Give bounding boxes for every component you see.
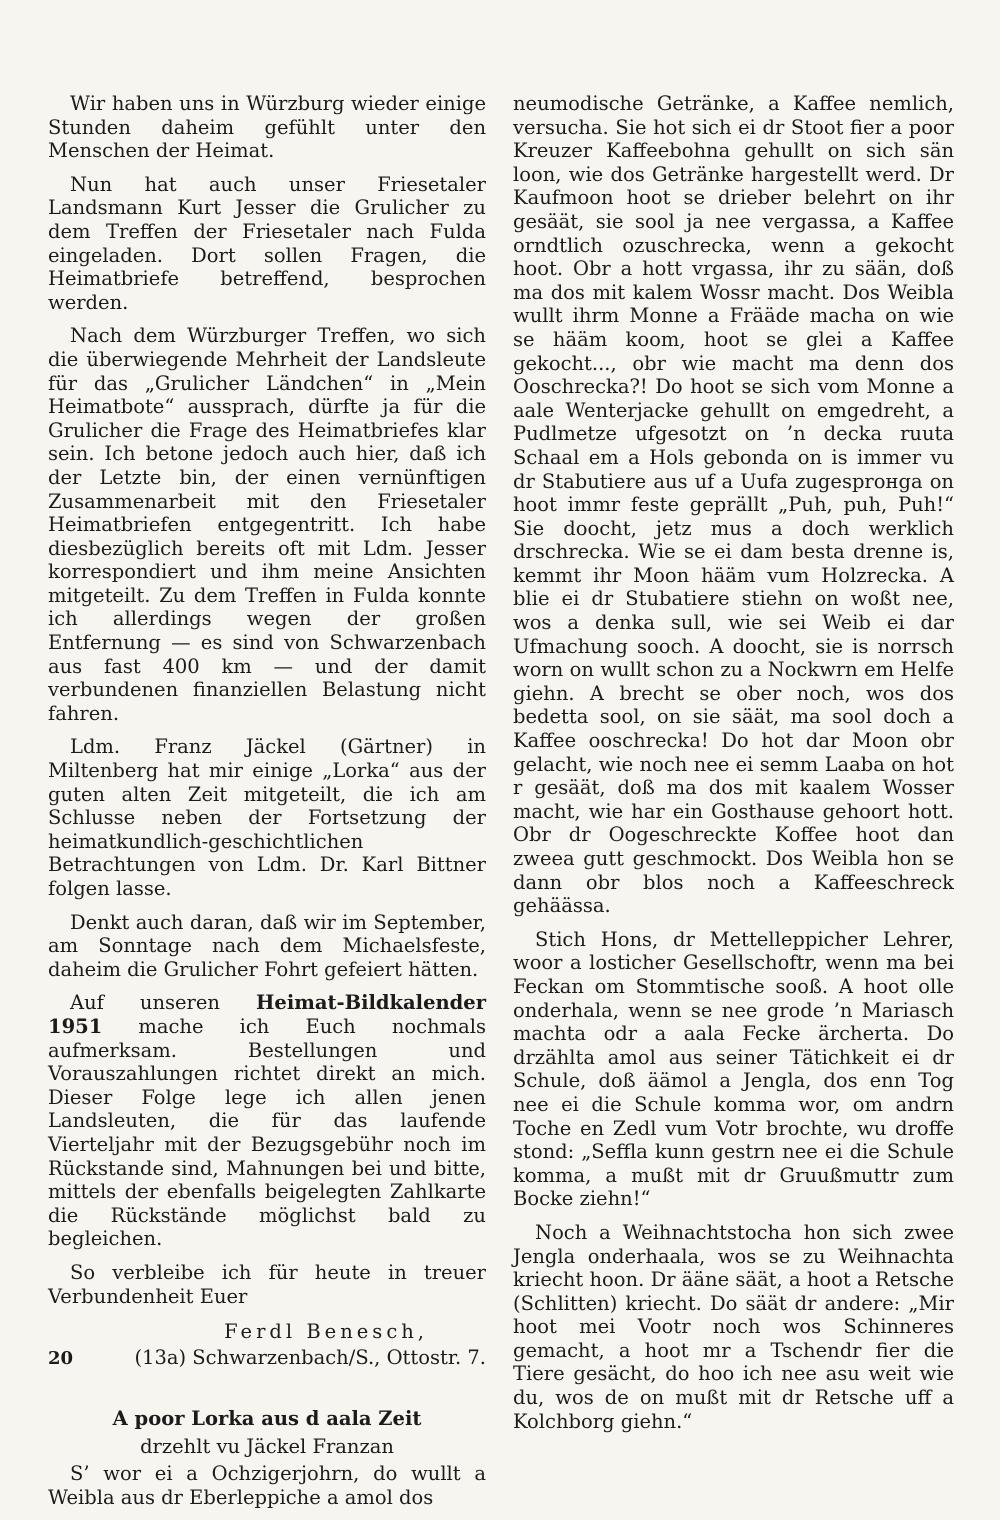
article-paragraph: S’ wor ei a Ochzigerjohrn, do wullt a Weibla aus dr Eberleppiche a amol dos xyxy=(48,1462,486,1510)
text: Auf unseren xyxy=(70,991,256,1015)
article-title: A poor Lorka aus d aala Zeit xyxy=(112,1407,422,1431)
paragraph: Ldm. Franz Jäckel (Gärtner) in Miltenberg hat mir einige „Lorka“ aus der guten alten Zeit mitgeteilt, die ich am Schlusse neben der Fortsetzung der heimatkundlich-geschichtlichen Betrachtungen von Ldm. Dr. Karl Bittner folgen lasse. xyxy=(48,735,486,900)
signature-address: (13a) Schwarzenbach/S., Ottostr. 7. xyxy=(134,1345,486,1369)
article-paragraph: neumodische Getränke, a Kaffee nemlich, versucha. Sie hot sich ei dr Stoot fier a poor Kreuzer Kaffeebohna gehullt on sich sän loon, wie dos Getränke hargestellt werd. Dr Kaufmoon hoot se drieber belehrt on ihr gesäät, sie sool ja nee vergassa, a Kaffee orndtlich ozuschrecka, wenn a gekocht hoot. Obr a hott vrgassa, ihr zu sään, doß ma dos mit kalem Wossr macht. Dos Weibla wullt ihrm Monne a Frääde macha on wie se hääm koom, hoot se glei a Kaffee gekocht..., obr wie macht ma denn dos Ooschrecka?! Do hoot se sich vom Monne a aale Wenterjacke gehullt on emgedreht, a Pudlmetze ufgesotzt on ’n decka ruuta Schaal em a Hols gebonda on is immer vu dr Stabutiere aus uf a Uufa zugesprонga on hoot immr feste geprällt „Puh, puh, Puh!“ Sie doocht, jetz mus a doch werklich drschrecka. Wie se ei dam besta drenne is, kemmt ihr Moon hääm vum Holzrecka. A blie ei dr Stubatiere stiehn on woßt nee, wos a denka sull, wie sei Weib ei dar Ufmachung sooch. A doocht, sie is norrsch worn on wullt schon zu a Nockwrn em Helfe giehn. A brecht se ober noch, wos dos bedetta sool, on sie säät, ma sool doch a Kaffee ooschrecka! Do hot dar Moon obr gelacht, wie noch nee ei semm Laaba on hot r gesäät, doß ma dos mit kaalem Wosser macht, wie har ein Gosthause gehoort hott. Obr dr Oogeschreckte Koffee hoot dan zweea gutt geschmockt. Dos Weibla hon se dann obr blos noch a Kaffeeschreck gehäässa. xyxy=(513,92,954,918)
calendar-title: Heimat-Bildkalender 1951 xyxy=(48,991,486,1038)
signature-name: Ferdl Benesch, xyxy=(224,1320,428,1344)
text: mache ich Euch nochmals aufmerksam. Bestellungen und Vorauszahlungen richtet direkt an mich. Dieser Folge lege ich allen jenen Landsleuten, die für das laufende Vierteljahr mit der Bezugsgebühr noch im Rückstande sind, Mahnungen bei und bitte, mittels der ebenfalls beigelegten Zahlkarte die Rückstände möglichst bald zu begleichen. xyxy=(48,1014,486,1251)
right-column xyxy=(513,92,954,1443)
article-subtitle: drzehlt vu Jäckel Franzan xyxy=(140,1434,394,1458)
paragraph: Denkt auch daran, daß wir im September, am Sonntage nach dem Michaelsfeste, daheim die Grulicher Fohrt gefeiert hätten. xyxy=(48,910,486,981)
article-paragraph: Stich Hons, dr Mettelleppicher Lehrer, woor a losticher Gesellschoftr, wenn ma bei Feckan om Stommtische sooß. A hoot olle onderhala, wenn se nee grode ’n Mariasch machta odr a aala Fecke ärcherta. Do drzählta amol aus seiner Tätichkeit ei dr Schule, doß äämol a Jengla, dos enn Tog nee ei die Schule komma wor, om andrn Toche en Zedl vum Votr brochte, wu droffe stond: „Seffla kunn gestrn nee ei die Schule komma, a mußt mit dr Gruußmuttr zum Bocke ziehn!“ xyxy=(513,927,954,1211)
paragraph-calendar xyxy=(48,991,486,1251)
left-column xyxy=(48,92,486,1520)
paragraph-closing: So verbleibe ich für heute in treuer Verbundenheit Euer xyxy=(48,1260,486,1308)
page-number: 20 xyxy=(48,1348,74,1369)
paragraph: Nun hat auch unser Friesetaler Landsmann Kurt Jesser die Grulicher zu dem Treffen der Friesetaler nach Fulda eingeladen. Dort sollen Fragen, die Heimatbriefe betreffend, besprochen werden. xyxy=(48,172,486,314)
paragraph: Wir haben uns in Würzburg wieder einige Stunden daheim gefühlt unter den Menschen der Heimat. xyxy=(48,92,486,163)
article-paragraph: Noch a Weihnachtstocha hon sich zwee Jengla onderhaala, wos se zu Weihnachta kriecht hoon. Dr ääne säät, a hoot a Retsche (Schlitten) kriecht. Do säät dr andere: „Mir hoot mei Vootr noch wos Schinneres gemacht, a hoot mr a Tschendr fier die Tiere gesächt, do hoo ich nee asu weit wie du, wos de on mußt mit dr Retsche uff a Kolchborg giehn.“ xyxy=(513,1220,954,1433)
paragraph: Nach dem Würzburger Treffen, wo sich die überwiegende Mehrheit der Landsleute für das „Grulicher Ländchen“ in „Mein Heimatbote“ aussprach, dürfte ja für die Grulicher die Frage des Heimatbriefes klar sein. Ich betone jedoch auch hier, daß ich der Letzte bin, der einen vernünftigen Zusammenarbeit mit den Friesetaler Heimatbriefen entgegentritt. Ich habe diesbezüglich bereits oft mit Ldm. Jesser korrespondiert und ihm meine Ansichten mitgeteilt. Zu dem Treffen in Fulda konnte ich allerdings wegen der großen Entfernung — es sind von Schwarzenbach aus fast 400 km — und der damit verbundenen finanziellen Belastung nicht fahren. xyxy=(48,324,486,725)
